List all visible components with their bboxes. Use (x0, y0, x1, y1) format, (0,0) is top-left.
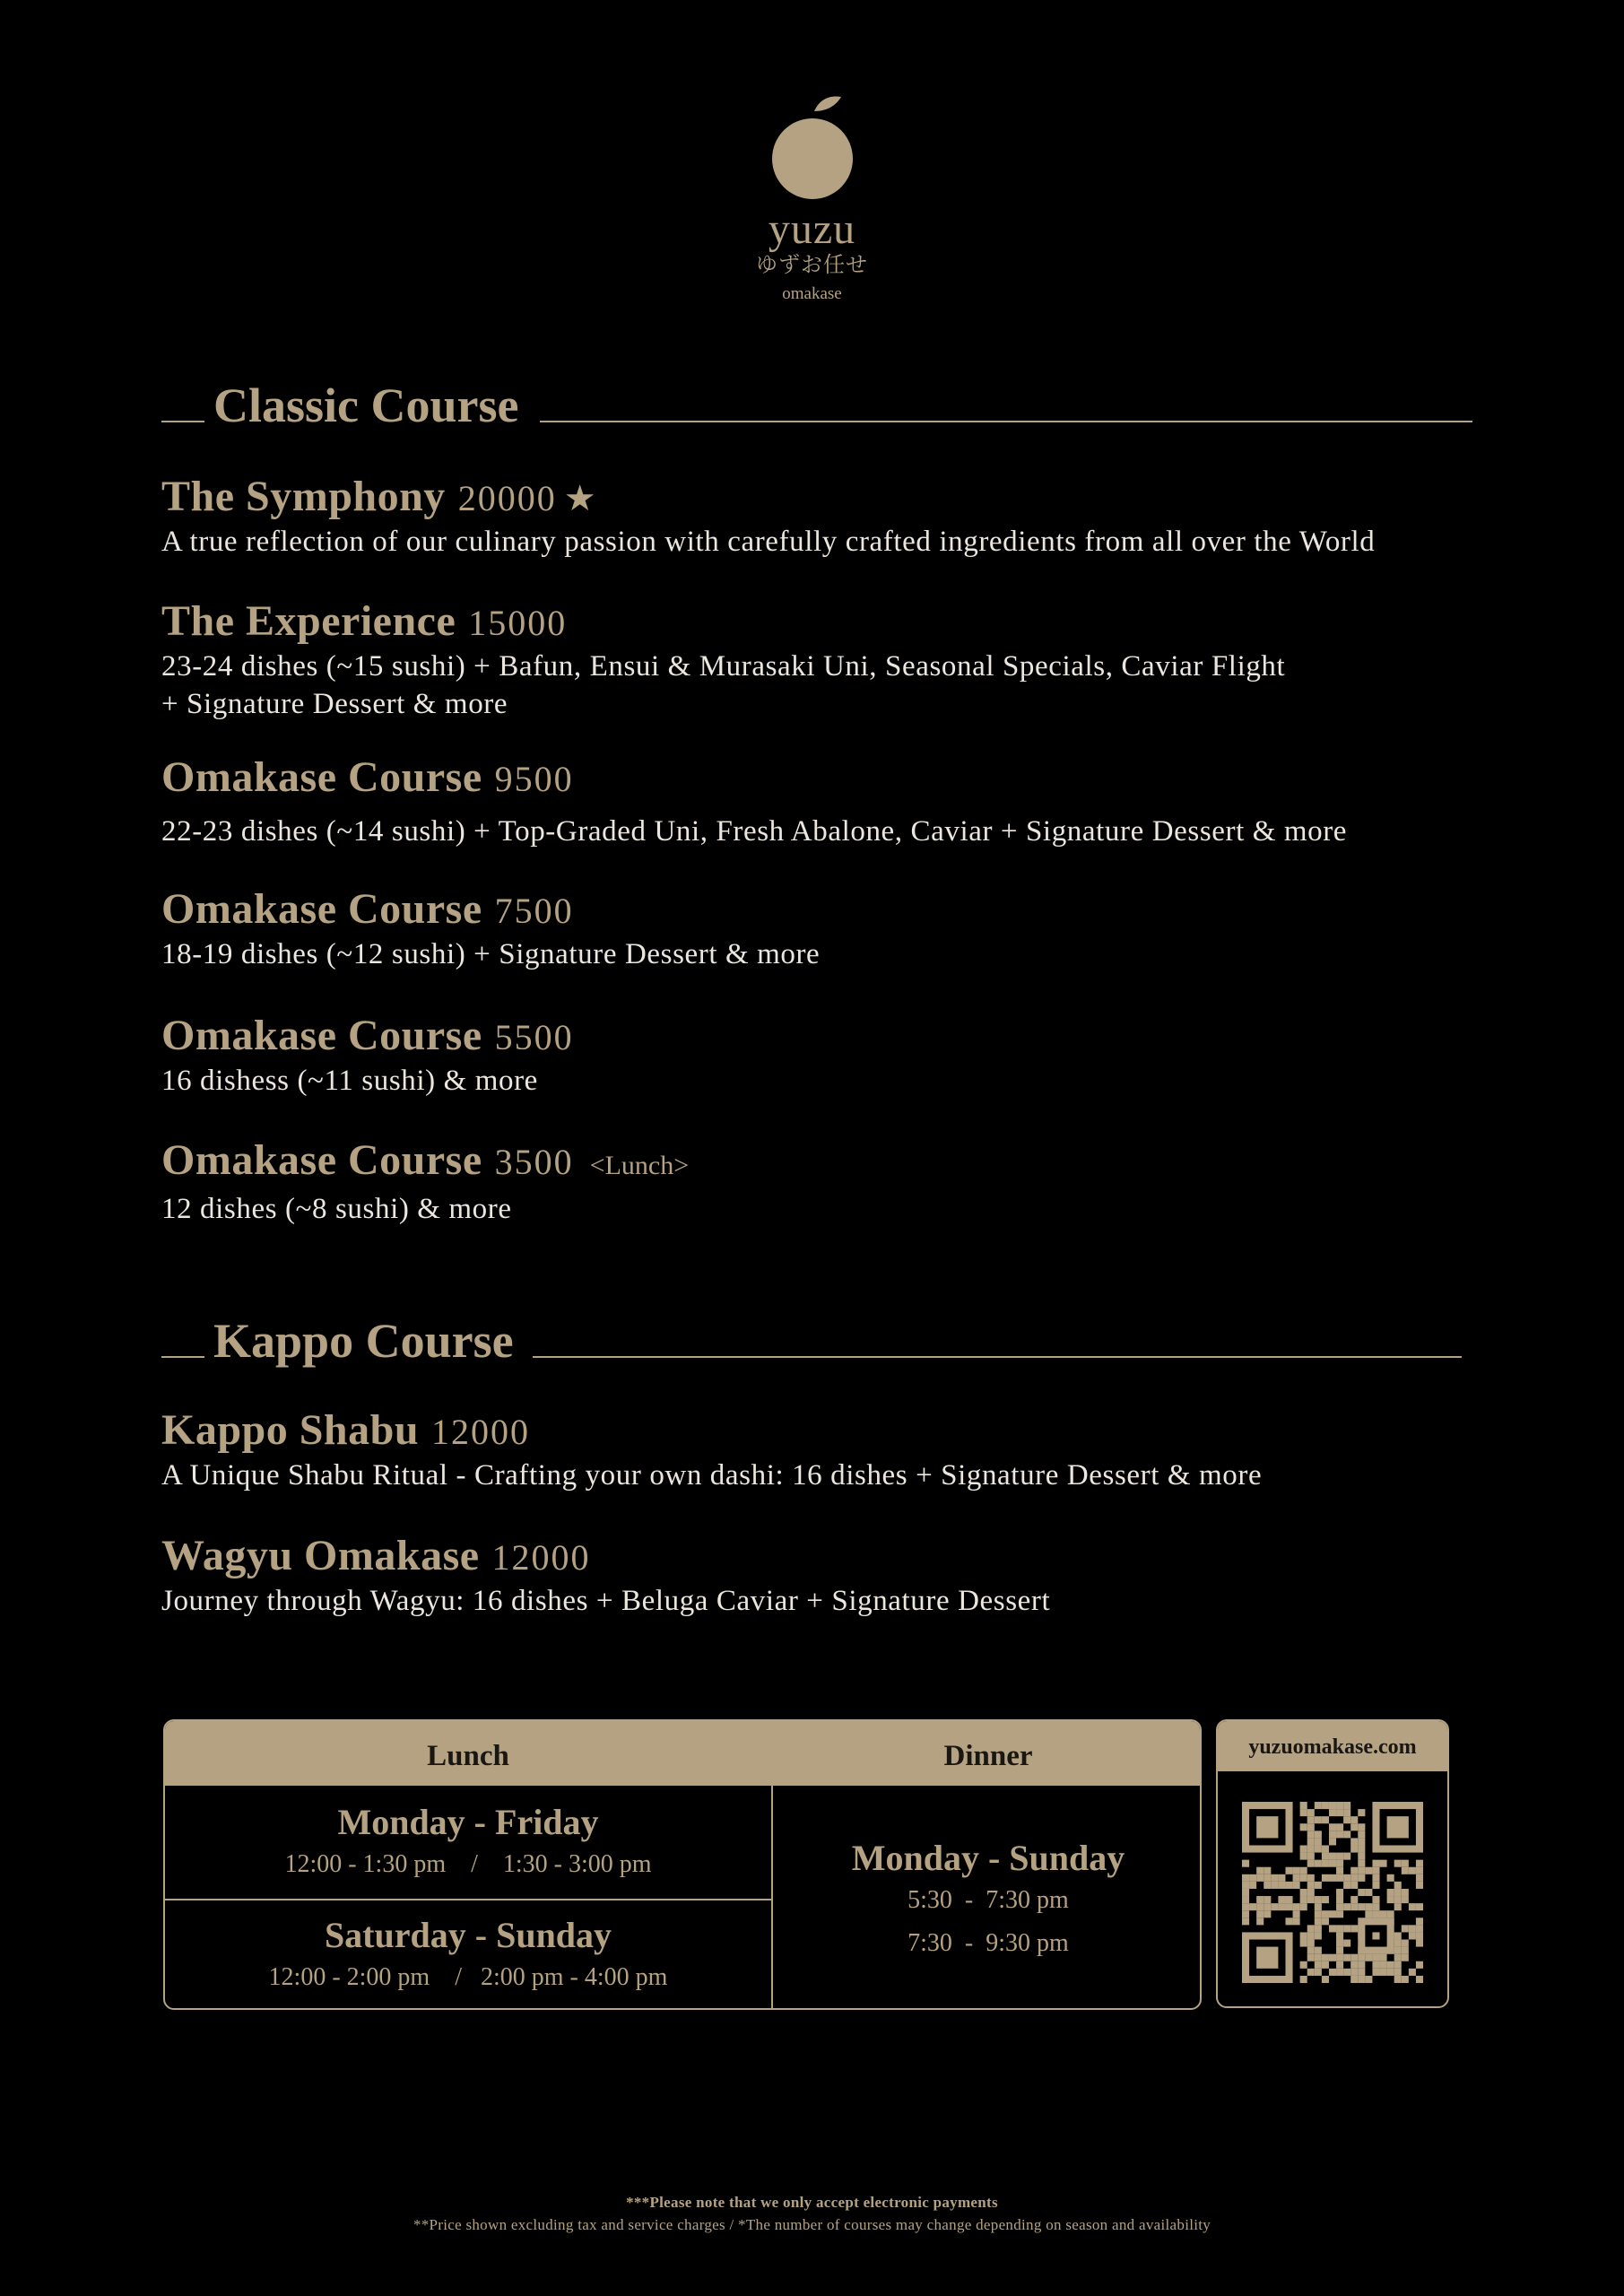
section-title: Classic Course (213, 378, 519, 432)
payment-note: ***Please note that we only accept electronic payments (626, 2194, 998, 2211)
lunch-weekday-block (165, 1802, 771, 1886)
course-price: 5500 (494, 1017, 574, 1057)
course-name: Omakase Course (161, 1136, 482, 1184)
course-item (161, 885, 820, 973)
logo-block (0, 90, 1624, 307)
header-rule-right (540, 421, 1472, 422)
header-rule-right (533, 1356, 1462, 1358)
dinner-header: Dinner (773, 1721, 1202, 1786)
course-name: Omakase Course (161, 1012, 482, 1059)
course-price: 3500 (494, 1142, 574, 1182)
course-name: Omakase Course (161, 885, 482, 933)
lunch-weekday-times: 12:00 - 1:30 pm / 1:30 - 3:00 pm (284, 1850, 652, 1878)
lunch-weekday-days: Monday - Friday (337, 1802, 599, 1842)
course-description: 23-24 dishes (~15 sushi) + Bafun, Ensui & Murasaki Uni, Seasonal Specials, Caviar Flight (161, 650, 1286, 683)
course-description: 12 dishes (~8 sushi) & more (161, 1193, 512, 1225)
qr-panel (1216, 1719, 1449, 2008)
course-item (161, 1136, 689, 1228)
footer-notes (0, 2192, 1624, 2237)
star-icon: ★ (563, 478, 596, 519)
row-divider (165, 1899, 771, 1900)
lunch-weekend-block (165, 1915, 771, 1999)
course-name: Kappo Shabu (161, 1406, 420, 1454)
course-name: The Symphony (161, 473, 446, 520)
dinner-days: Monday - Sunday (851, 1838, 1125, 1878)
lunch-weekend-days: Saturday - Sunday (324, 1915, 612, 1955)
course-price: 7500 (494, 891, 574, 931)
dinner-block (773, 1838, 1202, 1965)
yuzu-fruit-icon (768, 90, 857, 206)
course-name: Omakase Course (161, 753, 482, 801)
course-item (161, 1012, 574, 1100)
course-price: 15000 (468, 603, 568, 643)
dinner-time-2: 7:30 - 9:30 pm (908, 1929, 1069, 1957)
hours-table (163, 1719, 1202, 2010)
qr-code-icon[interactable] (1242, 1802, 1423, 1983)
brand-name: yuzu (768, 205, 856, 253)
course-item (161, 473, 1375, 561)
course-description: Journey through Wagyu: 16 dishes + Beluga Caviar + Signature Dessert (161, 1585, 1051, 1617)
course-note: <Lunch> (589, 1151, 690, 1180)
course-description: 18-19 dishes (~12 sushi) + Signature Dessert & more (161, 938, 821, 970)
course-price: 9500 (494, 759, 574, 799)
course-price: 20000 (457, 478, 557, 518)
course-description-cont: + Signature Dessert & more (161, 688, 508, 720)
course-item (161, 1406, 1262, 1494)
course-item (161, 1532, 1050, 1620)
course-name: The Experience (161, 597, 456, 645)
course-item (161, 753, 1347, 850)
brand-subtitle: omakase (782, 284, 842, 303)
course-description: 22-23 dishes (~14 sushi) + Top-Graded Uni, Fresh Abalone, Caviar + Signature Dessert & more (161, 815, 1348, 848)
classic-section-header (161, 378, 1472, 432)
lunch-weekend-times: 12:00 - 2:00 pm / 2:00 pm - 4:00 pm (268, 1963, 668, 1991)
course-price: 12000 (491, 1537, 591, 1578)
website-url[interactable]: yuzuomakase.com (1218, 1721, 1447, 1771)
dinner-time-1: 5:30 - 7:30 pm (908, 1886, 1069, 1914)
brand-japanese: ゆずお任せ (756, 252, 868, 277)
kappo-section-header (161, 1314, 1462, 1368)
course-description: A Unique Shabu Ritual - Crafting your own dashi: 16 dishes + Signature Dessert & more (161, 1459, 1263, 1492)
header-rule-left (161, 1356, 204, 1358)
lunch-header: Lunch (165, 1721, 771, 1786)
course-item (161, 597, 1285, 723)
course-price: 12000 (431, 1412, 531, 1452)
section-title: Kappo Course (213, 1314, 514, 1368)
header-rule-left (161, 421, 204, 422)
course-description: A true reflection of our culinary passion with carefully crafted ingredients from all over the World (161, 526, 1376, 558)
price-note: **Price shown excluding tax and service charges / *The number of courses may change depending on season and availability (413, 2216, 1211, 2233)
course-description: 16 dishess (~11 sushi) & more (161, 1065, 538, 1097)
course-name: Wagyu Omakase (161, 1532, 480, 1579)
